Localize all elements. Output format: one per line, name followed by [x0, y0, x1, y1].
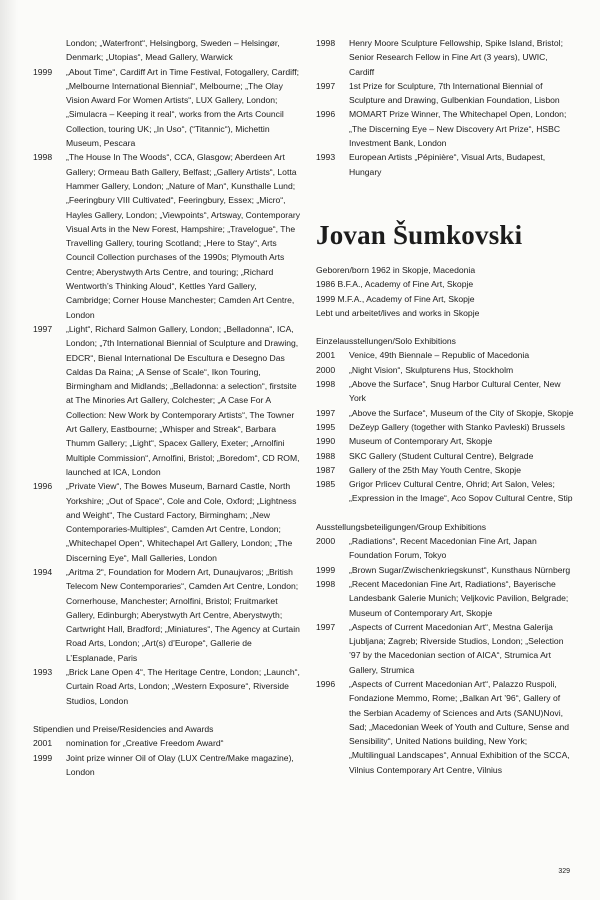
entry-year: 1997	[316, 407, 336, 418]
list-item	[316, 420, 574, 434]
entry-text: Grigor Prlicev Cultural Centre, Ohrid; Art Salon, Veles; „Expression in the Image“, Aco Sopov Cultural Centre, Stip	[349, 479, 573, 504]
entry-year: 1990	[316, 436, 336, 447]
list-item	[316, 36, 574, 79]
entry-text: „Recent Macedonian Fine Art, Radiations“, Bayerische Landesbank Galerie Munich; Veljkovic Pavilion, Belgrade; Museum of Contemporary Art, Skopje	[349, 578, 569, 618]
list-item	[316, 377, 574, 406]
entry-text: European Artists „Pépinière“, Visual Arts, Budapest, Hungary	[349, 152, 546, 177]
list-item	[33, 736, 301, 750]
list-item	[316, 79, 574, 108]
left-column	[33, 36, 301, 779]
entry-text: „Radiations“, Recent Macedonian Fine Art, Japan Foundation Forum, Tokyo	[349, 536, 537, 561]
entry-year: 1995	[316, 421, 336, 432]
entry-text: DeZeyp Gallery (together with Stanko Pavleski) Brussels	[349, 421, 565, 432]
solo-heading: Einzelausstellungen/Solo Exhibitions	[316, 336, 456, 347]
entry-year: 1998	[316, 578, 336, 589]
entry-year: 1994	[33, 566, 53, 577]
list-item	[316, 406, 574, 420]
entry-text: „Light“, Richard Salmon Gallery, London; „Belladonna“, ICA, London; „7th International Biennial of Sculpture and Drawing, EDCR“, Bienal International De Escultura e Desegno Das Caldas Da Raina; „A Sense of Scale“, Ikon Touring, Birmingham and Midlands; „Belladonna: a selection“, firstsite at The Minories Art Gallery, Colchester; „A Case For A Collection: New Work by Contemporary Artists“, The Towner Art Gallery, Eastbourne; „Whisper and Streak“, Barbara Thumm Gallery; „Light“, Spacex Gallery, Exeter; „Arnolfini Multiple Commission“, Arnolfini, Bristol; „Boredom“, CD ROM, launched at ICA, London	[66, 323, 300, 477]
awards-heading: Stipendien und Preise/Residencies and Awards	[33, 723, 214, 734]
list-item	[316, 534, 574, 563]
entry-year: 2000	[316, 364, 336, 375]
list-item	[316, 677, 574, 777]
entry-year: 1997	[33, 323, 53, 334]
list-item	[33, 65, 301, 151]
page-binding-shadow	[0, 0, 18, 900]
entry-year: 2001	[316, 350, 336, 361]
entry-year: 1993	[316, 152, 336, 163]
entry-year: 2001	[33, 738, 53, 749]
entry-text: nomination for „Creative Freedom Award“	[66, 738, 224, 749]
entry-year: 1985	[316, 479, 336, 490]
list-item	[33, 150, 301, 322]
list-item	[33, 751, 301, 780]
entry-year: 2000	[316, 536, 336, 547]
list-item	[316, 620, 574, 677]
list-item	[316, 363, 574, 377]
entry-year: 1999	[33, 752, 53, 763]
bio-line: 1999 M.F.A., Academy of Fine Art, Skopje	[316, 293, 475, 304]
entry-year: 1999	[33, 66, 53, 77]
artist-bio	[316, 263, 574, 320]
list-item	[316, 563, 574, 577]
entry-text: „Aspects of Current Macedonian Art“, Palazzo Ruspoli, Fondazione Memmo, Rome; „Balkan Art ’96“, Gallery of the Serbian Academy of Sciences and Arts (SANU)Novi, Sad; „Macedonian Week of Youth and Culture, Sense and Sensibility“, United Nations building, New York; „Multilingual Landscapes“, Annual Exhibition of the SCCA, Vilnius Contemporary Art Centre, Vilnius	[349, 678, 570, 775]
list-item	[316, 150, 574, 179]
entry-text: Museum of Contemporary Art, Skopje	[349, 436, 493, 447]
entry-text: „Aritma 2“, Foundation for Modern Art, Dunaujvaros; „British Telecom New Contemporaries“, Camden Art Centre, London; Cornerhouse, Manchester; Arnolfini, Bristol; Fruitmarket Gallery, Edinburgh; Aberystwyth Art Centre, Aberystwyth; Cartwright Hall, Bradford; „Miniatures“, The Agency at Curtain Road Arts, London; „Art(s) d’Europe“, Gallerie de L’Esplanade, Paris	[66, 566, 300, 663]
awards-list	[33, 736, 301, 779]
bio-line: 1986 B.F.A., Academy of Fine Art, Skopje	[316, 279, 474, 290]
group-exhibitions-list	[316, 534, 574, 777]
solo-exhibitions-list	[316, 348, 574, 505]
entry-text: „The House In The Woods“, CCA, Glasgow; Aberdeen Art Gallery; Ormeau Bath Gallery, Belfast; „Gallery Artists“, Lotta Hammer Gallery, London; „Nature of Man“, Kunsthalle Lund; „Feeringbury VIII Cultivated“, Feeringbury, Essex; „Micro“, Hayles Gallery, London; „Viewpoints“, Artsway, Contemporary Visual Arts in the New Forest, Hampshire; „Travelogue“, The Travelling Gallery, touring Scotland; „Here to Stay“, Arts Council Collection purchases of the 1990s; Plymouth Arts Centre; Aberystwyth Arts Centre, and touring; „Richard Wentworth’s Thinking Aloud“, Kettles Yard Gallery, Cambridge; Corner House Manchester; Camden Art Centre, London	[66, 152, 301, 320]
entry-year: 1998	[33, 152, 53, 163]
entry-year: 1996	[33, 481, 53, 492]
list-item	[33, 36, 301, 65]
entry-text: „Aspects of Current Macedonian Art“, Mestna Galerija Ljubljana; Zagreb; Riverside Studios, London; „Selection ’97 by the Macedonian section of AICA“, Strumica Art Gallery, Strumica	[349, 621, 564, 675]
list-item	[316, 434, 574, 448]
entry-year: 1996	[316, 109, 336, 120]
list-item	[316, 449, 574, 463]
list-item	[33, 565, 301, 665]
awards-continued-list	[316, 36, 574, 179]
group-heading: Ausstellungsbeteiligungen/Group Exhibitions	[316, 521, 487, 532]
entry-year: 1997	[316, 80, 336, 91]
exhibition-list	[33, 36, 301, 708]
bio-line: Geboren/born 1962 in Skopje, Macedonia	[316, 264, 476, 275]
list-item	[316, 107, 574, 150]
entry-year: 1998	[316, 379, 336, 390]
right-column	[316, 36, 574, 777]
entry-text: Henry Moore Sculpture Fellowship, Spike Island, Bristol; Senior Research Fellow in Fine Art (3 years), UWIC, Cardiff	[349, 38, 563, 77]
entry-text: „Above the Surface“, Snug Harbor Cultural Center, New York	[349, 379, 561, 404]
entry-text: „Above the Surface“, Museum of the City of Skopje, Skopje	[349, 407, 574, 418]
entry-text: „About Time“, Cardiff Art in Time Festival, Fotogallery, Cardiff; „Melbourne International Biennial“, Melbourne; „The Olay Vision Award For Women Artists“, LUX Gallery, London; „Simulacra – Keeping it real“, works from the Arts Council Collection, touring UK; „In Uso“, (“Titannic“), Michettin Museum, Pescara	[66, 66, 300, 149]
entry-text: 1st Prize for Sculpture, 7th International Biennial of Sculpture and Drawing, Gulbenkian Foundation, Lisbon	[349, 80, 560, 106]
entry-year: 1999	[316, 564, 336, 575]
entry-text: „Night Vision“, Skulpturens Hus, Stockholm	[349, 364, 514, 375]
entry-text: London; „Waterfront“, Helsingborg, Sweden – Helsingør, Denmark; „Utopias“, Mead Gallery, Warwick	[66, 38, 280, 63]
list-item	[33, 322, 301, 479]
entry-text: „Brick Lane Open 4“, The Heritage Centre, London; „Launch“, Curtain Road Arts, London; „Western Exposure“, Riverside Studios, London	[66, 667, 300, 706]
entry-year: 1998	[316, 38, 336, 48]
page-number: 329	[558, 868, 570, 875]
entry-year: 1993	[33, 667, 53, 678]
entry-text: „Brown Sugar/Zwischenkriegskunst“, Kunsthaus Nürnberg	[349, 564, 571, 575]
list-item	[316, 348, 574, 362]
entry-text: „Private View“, The Bowes Museum, Barnard Castle, North Yorkshire; „Out of Space“, Cole and Cole, Oxford; „Lightness and Weight“, The Custard Factory, Birmingham; „New Contemporaries-Multiples“, Camden Art Centre, London; „Whitechapel Open“, Whitechapel Art Gallery, London; „The Discerning Eye“, Mall Galleries, London	[66, 481, 297, 563]
list-item	[33, 479, 301, 565]
entry-text: MOMART Prize Winner, The Whitechapel Open, London; „The Discerning Eye – New Discovery Art Prize“, HSBC Investment Bank, London	[349, 109, 567, 149]
list-item	[316, 577, 574, 620]
entry-year: 1996	[316, 678, 336, 689]
list-item	[316, 477, 574, 506]
entry-text: Gallery of the 25th May Youth Centre, Skopje	[349, 464, 521, 475]
list-item	[33, 665, 301, 708]
entry-year	[33, 36, 66, 65]
bio-line: Lebt und arbeitet/lives and works in Skopje	[316, 307, 480, 318]
artist-name: Jovan Šumkovski	[316, 219, 523, 250]
entry-year: 1988	[316, 450, 336, 461]
list-item	[316, 463, 574, 477]
entry-year: 1997	[316, 621, 336, 632]
entry-year: 1987	[316, 464, 336, 475]
entry-text: SKC Gallery (Student Cultural Centre), Belgrade	[349, 450, 534, 461]
entry-text: Venice, 49th Biennale – Republic of Macedonia	[349, 350, 530, 361]
entry-text: Joint prize winner Oil of Olay (LUX Centre/Make magazine), London	[66, 752, 294, 777]
